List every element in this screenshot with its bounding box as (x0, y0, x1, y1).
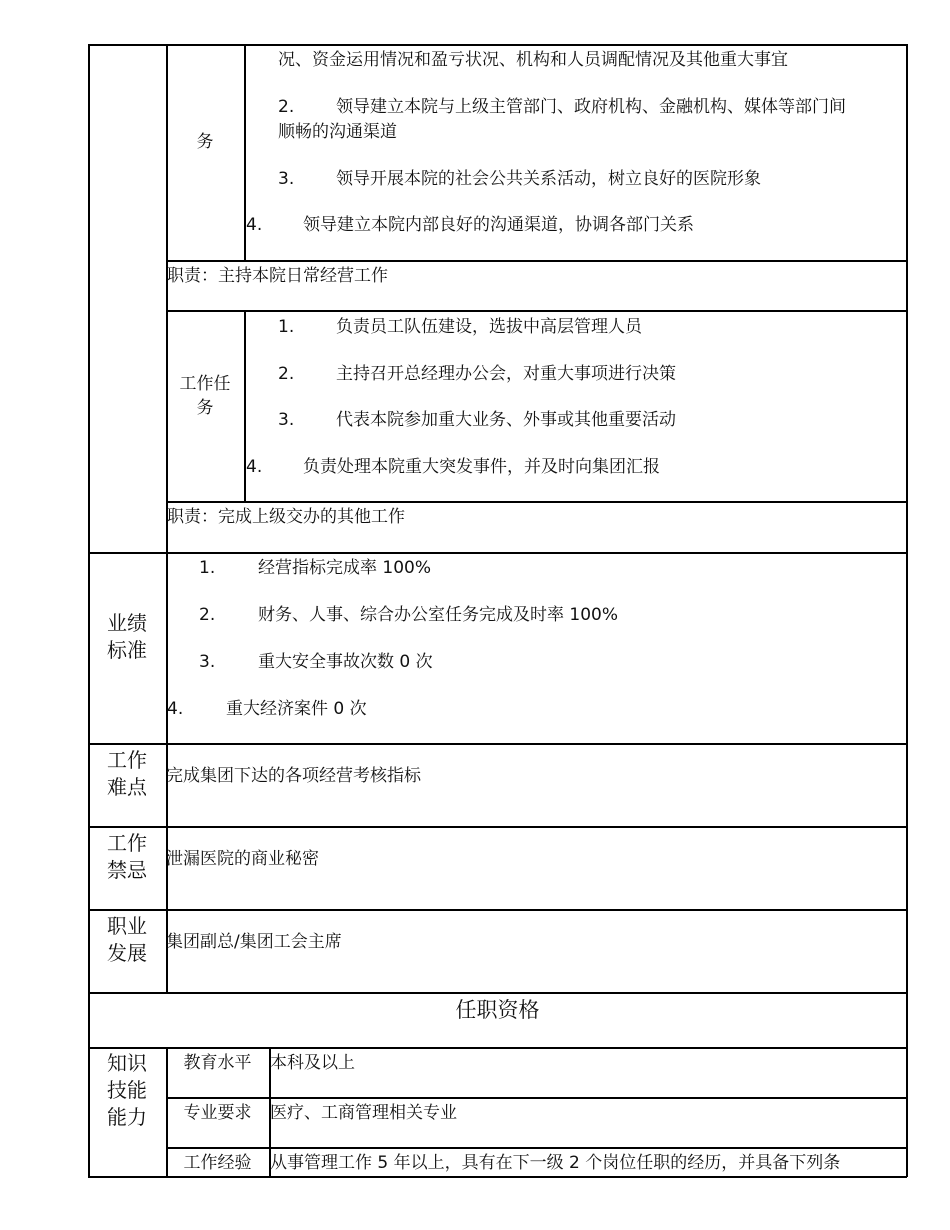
row-divider (88, 992, 907, 994)
list-item-number: 2. (278, 97, 295, 117)
list-item-text: 经营指标完成率 100% (258, 558, 432, 578)
list-item (278, 120, 397, 144)
list-item-text: 领导建立本院与上级主管部门、政府机构、金融机构、媒体等部门间 (336, 97, 846, 117)
taboo-label (88, 830, 166, 884)
qualification-row-value (270, 1151, 904, 1175)
row-divider (88, 743, 907, 745)
list-item-number: 2. (199, 605, 216, 625)
qualification-row-label-text: 工作经验 (183, 1153, 252, 1173)
qualification-row-label (166, 1101, 269, 1125)
taboo-text-value: 泄漏医院的商业秘密 (166, 849, 319, 869)
career-text (166, 930, 342, 954)
list-item-text: 主持召开总经理办公会，对重大事项进行决策 (336, 364, 676, 384)
row-divider (88, 552, 907, 554)
list-item (278, 408, 676, 432)
qualification-title (88, 996, 907, 1024)
difficulty-label (88, 747, 166, 801)
list-item (278, 48, 788, 72)
list-item-text: 顺畅的沟通渠道 (278, 122, 397, 142)
row-divider (88, 1047, 907, 1049)
list-item-number: 3. (278, 410, 295, 430)
list-item (278, 95, 846, 119)
difficulty-label-line: 难点 (107, 775, 147, 799)
task-label-text: 务 (196, 132, 214, 152)
career-label (88, 913, 166, 967)
list-item-number: 2. (278, 364, 295, 384)
list-item-number: 1. (278, 317, 295, 337)
list-item-number: 3. (278, 169, 295, 189)
list-item-text: 财务、人事、综合办公室任务完成及时率 100% (258, 605, 619, 625)
duty-text-value: 职责：完成上级交办的其他工作 (167, 507, 405, 527)
list-item (246, 213, 694, 237)
career-text-value: 集团副总/集团工会主席 (166, 932, 342, 952)
task-label-line: 工作任 (179, 374, 231, 394)
list-item (199, 650, 433, 674)
list-item (278, 167, 761, 191)
list-item (199, 556, 431, 580)
row-divider (166, 501, 907, 503)
qualification-row-value-text: 医疗、工商管理相关专业 (270, 1103, 457, 1123)
qualification-title-text: 任职资格 (455, 998, 540, 1022)
list-item-text: 负责处理本院重大突发事件，并及时向集团汇报 (303, 457, 660, 477)
duty-text (167, 505, 405, 529)
difficulty-text (166, 764, 421, 788)
row-divider (166, 310, 907, 312)
performance-label (88, 610, 166, 664)
qualification-label-line: 能力 (107, 1105, 147, 1129)
qualification-row-label-text: 专业要求 (183, 1103, 252, 1123)
taboo-label-line: 工作 (107, 831, 147, 855)
list-item-number: 4. (246, 215, 263, 235)
difficulty-text-value: 完成集团下达的各项经营考核指标 (166, 766, 421, 786)
list-item (278, 362, 676, 386)
table-border-top (88, 44, 907, 46)
list-item-text: 领导开展本院的社会公共关系活动，树立良好的医院形象 (336, 169, 761, 189)
list-item (246, 455, 660, 479)
qualification-row-value-text: 本科及以上 (270, 1053, 355, 1073)
list-item-number: 4. (167, 699, 184, 719)
task-label (166, 372, 244, 420)
list-item (278, 315, 642, 339)
list-item-text: 代表本院参加重大业务、外事或其他重要活动 (336, 410, 676, 430)
performance-label-line: 业绩 (107, 611, 147, 635)
taboo-text (166, 847, 319, 871)
list-item-text: 领导建立本院内部良好的沟通渠道，协调各部门关系 (303, 215, 694, 235)
qualification-row-label-text: 教育水平 (183, 1053, 252, 1073)
qualification-label-line: 技能 (107, 1078, 147, 1102)
qualification-row-label (166, 1051, 269, 1075)
duty-text-value: 职责：主持本院日常经营工作 (167, 266, 388, 286)
row-divider (88, 909, 907, 911)
list-item-text: 重大安全事故次数 0 次 (258, 652, 433, 672)
list-item-number: 3. (199, 652, 216, 672)
career-label-line: 发展 (107, 941, 147, 965)
list-item-text: 重大经济案件 0 次 (226, 699, 367, 719)
qualification-label-line: 知识 (107, 1051, 147, 1075)
list-item-number: 4. (246, 457, 263, 477)
list-item-number: 1. (199, 558, 216, 578)
row-divider (166, 260, 907, 262)
table-border-bottom (88, 1176, 907, 1178)
qualification-row-value (270, 1051, 355, 1075)
duty-text (167, 264, 388, 288)
qualification-row-value-text: 从事管理工作 5 年以上，具有在下一级 2 个岗位任职的经历，并具备下列条 (270, 1153, 841, 1173)
list-item (199, 603, 618, 627)
task-label-line: 务 (196, 398, 214, 418)
list-item-text: 负责员工队伍建设，选拔中高层管理人员 (336, 317, 642, 337)
qualification-label (88, 1050, 166, 1131)
qualification-row-label (166, 1151, 269, 1175)
difficulty-label-line: 工作 (107, 748, 147, 772)
taboo-label-line: 禁忌 (107, 858, 147, 882)
row-divider (166, 1097, 907, 1099)
qualification-row-value (270, 1101, 457, 1125)
list-item-text: 况、资金运用情况和盈亏状况、机构和人员调配情况及其他重大事宜 (278, 50, 788, 70)
row-divider (88, 826, 907, 828)
performance-label-line: 标准 (107, 638, 147, 662)
career-label-line: 职业 (107, 914, 147, 938)
list-item (167, 697, 367, 721)
task-label (166, 130, 244, 154)
row-divider (166, 1147, 907, 1149)
